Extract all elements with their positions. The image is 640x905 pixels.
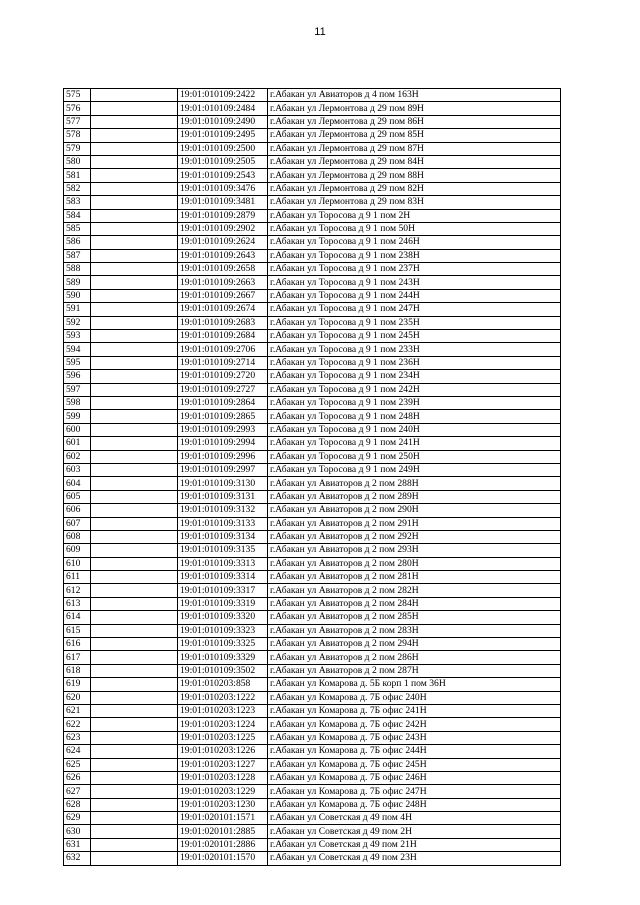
blank-cell (91, 289, 178, 302)
table-row (64, 504, 561, 517)
row-number-cell: 584 (64, 209, 91, 222)
blank-cell (91, 852, 178, 865)
cadastral-number-cell: 19:01:010109:3313 (178, 557, 268, 570)
cadastral-number-cell: 19:01:010109:3481 (178, 196, 268, 209)
table-row (64, 249, 561, 262)
table-row (64, 517, 561, 530)
address-cell: г.Абакан ул Лермонтова д 29 пом 85Н (268, 129, 561, 142)
row-number-cell: 631 (64, 838, 91, 851)
cadastral-number-cell: 19:01:010203:1224 (178, 718, 268, 731)
blank-cell (91, 544, 178, 557)
table-row (64, 544, 561, 557)
cadastral-number-cell: 19:01:010109:3317 (178, 584, 268, 597)
cadastral-number-cell: 19:01:010203:1230 (178, 798, 268, 811)
address-cell: г.Абакан ул Торосова д 9 1 пом 246Н (268, 236, 561, 249)
cadastral-number-cell: 19:01:010109:2714 (178, 356, 268, 369)
row-number-cell: 602 (64, 450, 91, 463)
address-cell: г.Абакан ул Авиаторов д 2 пом 292Н (268, 530, 561, 543)
row-number-cell: 612 (64, 584, 91, 597)
blank-cell (91, 196, 178, 209)
row-number-cell: 593 (64, 330, 91, 343)
cadastral-number-cell: 19:01:010109:2706 (178, 343, 268, 356)
address-cell: г.Абакан ул Авиаторов д 2 пом 290Н (268, 504, 561, 517)
table-row (64, 704, 561, 717)
row-number-cell: 591 (64, 303, 91, 316)
cadastral-number-cell: 19:01:010109:3314 (178, 571, 268, 584)
row-number-cell: 606 (64, 504, 91, 517)
row-number-cell: 623 (64, 731, 91, 744)
row-number-cell: 590 (64, 289, 91, 302)
blank-cell (91, 410, 178, 423)
row-number-cell: 628 (64, 798, 91, 811)
table-row (64, 477, 561, 490)
table-row (64, 718, 561, 731)
cadastral-number-cell: 19:01:010109:3134 (178, 530, 268, 543)
address-cell: г.Абакан ул Авиаторов д 2 пом 281Н (268, 571, 561, 584)
cadastral-number-cell: 19:01:010203:1223 (178, 704, 268, 717)
row-number-cell: 599 (64, 410, 91, 423)
cadastral-number-cell: 19:01:010109:2727 (178, 383, 268, 396)
row-number-cell: 575 (64, 89, 91, 102)
blank-cell (91, 490, 178, 503)
address-cell: г.Абакан ул Комарова д. 7Б офис 245Н (268, 758, 561, 771)
blank-cell (91, 477, 178, 490)
table-row (64, 785, 561, 798)
cadastral-number-cell: 19:01:010203:1227 (178, 758, 268, 771)
address-cell: г.Абакан ул Авиаторов д 2 пом 294Н (268, 638, 561, 651)
cadastral-number-cell: 19:01:010203:1228 (178, 771, 268, 784)
blank-cell (91, 638, 178, 651)
blank-cell (91, 691, 178, 704)
row-number-cell: 603 (64, 463, 91, 476)
cadastral-number-cell: 19:01:010109:2643 (178, 249, 268, 262)
cadastral-number-cell: 19:01:010109:3135 (178, 544, 268, 557)
address-cell: г.Абакан ул Торосова д 9 1 пом 234Н (268, 370, 561, 383)
blank-cell (91, 825, 178, 838)
table-row (64, 678, 561, 691)
row-number-cell: 614 (64, 611, 91, 624)
cadastral-number-cell: 19:01:010109:3325 (178, 638, 268, 651)
table-row (64, 490, 561, 503)
address-cell: г.Абакан ул Торосова д 9 1 пом 235Н (268, 316, 561, 329)
blank-cell (91, 129, 178, 142)
row-number-cell: 582 (64, 182, 91, 195)
row-number-cell: 618 (64, 664, 91, 677)
address-cell: г.Абакан ул Лермонтова д 29 пом 83Н (268, 196, 561, 209)
address-cell: г.Абакан ул Советская д 49 пом 2Н (268, 825, 561, 838)
row-number-cell: 585 (64, 222, 91, 235)
address-cell: г.Абакан ул Комарова д. 7Б офис 247Н (268, 785, 561, 798)
blank-cell (91, 624, 178, 637)
cadastral-number-cell: 19:01:010109:2994 (178, 437, 268, 450)
table-row (64, 115, 561, 128)
address-cell: г.Абакан ул Комарова д. 5Б корп 1 пом 36Н (268, 678, 561, 691)
row-number-cell: 600 (64, 423, 91, 436)
blank-cell (91, 504, 178, 517)
table-row (64, 638, 561, 651)
address-cell: г.Абакан ул Авиаторов д 2 пом 286Н (268, 651, 561, 664)
address-cell: г.Абакан ул Торосова д 9 1 пом 242Н (268, 383, 561, 396)
table-row (64, 423, 561, 436)
address-cell: г.Абакан ул Комарова д. 7Б офис 244Н (268, 745, 561, 758)
address-cell: г.Абакан ул Авиаторов д 2 пом 291Н (268, 517, 561, 530)
cadastral-number-cell: 19:01:010109:2684 (178, 330, 268, 343)
address-cell: г.Абакан ул Торосова д 9 1 пом 244Н (268, 289, 561, 302)
blank-cell (91, 718, 178, 731)
cadastral-number-cell: 19:01:010109:3130 (178, 477, 268, 490)
address-cell: г.Абакан ул Торосова д 9 1 пом 236Н (268, 356, 561, 369)
cadastral-number-cell: 19:01:010203:1222 (178, 691, 268, 704)
blank-cell (91, 343, 178, 356)
table-row (64, 410, 561, 423)
blank-cell (91, 785, 178, 798)
table-row (64, 745, 561, 758)
blank-cell (91, 303, 178, 316)
cadastral-number-cell: 19:01:010109:2422 (178, 89, 268, 102)
address-cell: г.Абакан ул Лермонтова д 29 пом 84Н (268, 155, 561, 168)
cadastral-number-cell: 19:01:010109:2902 (178, 222, 268, 235)
blank-cell (91, 758, 178, 771)
blank-cell (91, 584, 178, 597)
table-row (64, 356, 561, 369)
registry-table (63, 88, 561, 866)
table-row (64, 330, 561, 343)
address-cell: г.Абакан ул Авиаторов д 2 пом 282Н (268, 584, 561, 597)
table-row (64, 798, 561, 811)
address-cell: г.Абакан ул Торосова д 9 1 пом 245Н (268, 330, 561, 343)
address-cell: г.Абакан ул Авиаторов д 2 пом 293Н (268, 544, 561, 557)
address-cell: г.Абакан ул Лермонтова д 29 пом 87Н (268, 142, 561, 155)
cadastral-number-cell: 19:01:010109:2865 (178, 410, 268, 423)
cadastral-number-cell: 19:01:010109:2500 (178, 142, 268, 155)
cadastral-number-cell: 19:01:010109:2663 (178, 276, 268, 289)
row-number-cell: 620 (64, 691, 91, 704)
address-cell: г.Абакан ул Комарова д. 7Б офис 241Н (268, 704, 561, 717)
cadastral-number-cell: 19:01:010109:2996 (178, 450, 268, 463)
address-cell: г.Абакан ул Торосова д 9 1 пом 239Н (268, 396, 561, 409)
cadastral-number-cell: 19:01:010109:2495 (178, 129, 268, 142)
table-row (64, 651, 561, 664)
table-row (64, 236, 561, 249)
cadastral-number-cell: 19:01:010203:1225 (178, 731, 268, 744)
blank-cell (91, 330, 178, 343)
cadastral-number-cell: 19:01:020101:1571 (178, 812, 268, 825)
cadastral-number-cell: 19:01:010109:2543 (178, 169, 268, 182)
blank-cell (91, 745, 178, 758)
row-number-cell: 625 (64, 758, 91, 771)
table-row (64, 758, 561, 771)
table-row (64, 343, 561, 356)
row-number-cell: 619 (64, 678, 91, 691)
address-cell: г.Абакан ул Торосова д 9 1 пом 238Н (268, 249, 561, 262)
table-row (64, 731, 561, 744)
cadastral-number-cell: 19:01:010109:2674 (178, 303, 268, 316)
blank-cell (91, 115, 178, 128)
address-cell: г.Абакан ул Торосова д 9 1 пом 240Н (268, 423, 561, 436)
address-cell: г.Абакан ул Лермонтова д 29 пом 82Н (268, 182, 561, 195)
row-number-cell: 613 (64, 597, 91, 610)
row-number-cell: 583 (64, 196, 91, 209)
blank-cell (91, 263, 178, 276)
cadastral-number-cell: 19:01:010109:3320 (178, 611, 268, 624)
address-cell: г.Абакан ул Торосова д 9 1 пом 248Н (268, 410, 561, 423)
cadastral-number-cell: 19:01:010109:3329 (178, 651, 268, 664)
cadastral-number-cell: 19:01:010109:2864 (178, 396, 268, 409)
table-row (64, 838, 561, 851)
cadastral-number-cell: 19:01:010203:1226 (178, 745, 268, 758)
cadastral-number-cell: 19:01:010109:3319 (178, 597, 268, 610)
address-cell: г.Абакан ул Торосова д 9 1 пом 249Н (268, 463, 561, 476)
blank-cell (91, 517, 178, 530)
cadastral-number-cell: 19:01:010203:858 (178, 678, 268, 691)
table-row (64, 852, 561, 865)
row-number-cell: 605 (64, 490, 91, 503)
address-cell: г.Абакан ул Авиаторов д 2 пом 287Н (268, 664, 561, 677)
table-row (64, 611, 561, 624)
table-row (64, 169, 561, 182)
table-row (64, 812, 561, 825)
table-row (64, 129, 561, 142)
blank-cell (91, 396, 178, 409)
table-row (64, 370, 561, 383)
cadastral-number-cell: 19:01:020101:2885 (178, 825, 268, 838)
row-number-cell: 609 (64, 544, 91, 557)
table-row (64, 624, 561, 637)
table-row (64, 316, 561, 329)
blank-cell (91, 276, 178, 289)
blank-cell (91, 611, 178, 624)
table-row (64, 463, 561, 476)
row-number-cell: 608 (64, 530, 91, 543)
address-cell: г.Абакан ул Комарова д. 7Б офис 240Н (268, 691, 561, 704)
cadastral-number-cell: 19:01:010109:2624 (178, 236, 268, 249)
row-number-cell: 611 (64, 571, 91, 584)
row-number-cell: 616 (64, 638, 91, 651)
row-number-cell: 630 (64, 825, 91, 838)
table-row (64, 584, 561, 597)
blank-cell (91, 383, 178, 396)
row-number-cell: 632 (64, 852, 91, 865)
table-row (64, 383, 561, 396)
table-row (64, 571, 561, 584)
cadastral-number-cell: 19:01:010109:2720 (178, 370, 268, 383)
table-row (64, 664, 561, 677)
blank-cell (91, 423, 178, 436)
cadastral-number-cell: 19:01:010109:2667 (178, 289, 268, 302)
table-row (64, 771, 561, 784)
row-number-cell: 624 (64, 745, 91, 758)
cadastral-number-cell: 19:01:010203:1229 (178, 785, 268, 798)
blank-cell (91, 249, 178, 262)
address-cell: г.Абакан ул Советская д 49 пом 4Н (268, 812, 561, 825)
page-number: 11 (314, 26, 326, 38)
row-number-cell: 581 (64, 169, 91, 182)
address-cell: г.Абакан ул Комарова д. 7Б офис 248Н (268, 798, 561, 811)
address-cell: г.Абакан ул Советская д 49 пом 21Н (268, 838, 561, 851)
blank-cell (91, 209, 178, 222)
row-number-cell: 586 (64, 236, 91, 249)
row-number-cell: 592 (64, 316, 91, 329)
address-cell: г.Абакан ул Лермонтова д 29 пом 89Н (268, 102, 561, 115)
cadastral-number-cell: 19:01:010109:2683 (178, 316, 268, 329)
row-number-cell: 615 (64, 624, 91, 637)
row-number-cell: 622 (64, 718, 91, 731)
blank-cell (91, 370, 178, 383)
blank-cell (91, 798, 178, 811)
address-cell: г.Абакан ул Советская д 49 пом 23Н (268, 852, 561, 865)
table-row (64, 557, 561, 570)
cadastral-number-cell: 19:01:010109:2484 (178, 102, 268, 115)
cadastral-number-cell: 19:01:010109:2997 (178, 463, 268, 476)
row-number-cell: 626 (64, 771, 91, 784)
cadastral-number-cell: 19:01:010109:3132 (178, 504, 268, 517)
table-row (64, 276, 561, 289)
table-row (64, 182, 561, 195)
row-number-cell: 598 (64, 396, 91, 409)
blank-cell (91, 89, 178, 102)
cadastral-number-cell: 19:01:010109:2879 (178, 209, 268, 222)
blank-cell (91, 812, 178, 825)
address-cell: г.Абакан ул Авиаторов д 4 пом 163Н (268, 89, 561, 102)
table-row (64, 450, 561, 463)
blank-cell (91, 664, 178, 677)
row-number-cell: 579 (64, 142, 91, 155)
address-cell: г.Абакан ул Торосова д 9 1 пом 247Н (268, 303, 561, 316)
address-cell: г.Абакан ул Торосова д 9 1 пом 50Н (268, 222, 561, 235)
cadastral-number-cell: 19:01:010109:3502 (178, 664, 268, 677)
address-cell: г.Абакан ул Авиаторов д 2 пом 284Н (268, 597, 561, 610)
address-cell: г.Абакан ул Торосова д 9 1 пом 243Н (268, 276, 561, 289)
table-row (64, 196, 561, 209)
row-number-cell: 576 (64, 102, 91, 115)
blank-cell (91, 222, 178, 235)
address-cell: г.Абакан ул Торосова д 9 1 пом 2Н (268, 209, 561, 222)
blank-cell (91, 450, 178, 463)
cadastral-number-cell: 19:01:010109:3323 (178, 624, 268, 637)
blank-cell (91, 182, 178, 195)
address-cell: г.Абакан ул Комарова д. 7Б офис 243Н (268, 731, 561, 744)
table-row (64, 530, 561, 543)
address-cell: г.Абакан ул Авиаторов д 2 пом 283Н (268, 624, 561, 637)
blank-cell (91, 142, 178, 155)
row-number-cell: 595 (64, 356, 91, 369)
blank-cell (91, 437, 178, 450)
blank-cell (91, 678, 178, 691)
blank-cell (91, 356, 178, 369)
blank-cell (91, 530, 178, 543)
cadastral-number-cell: 19:01:010109:2993 (178, 423, 268, 436)
blank-cell (91, 571, 178, 584)
address-cell: г.Абакан ул Комарова д. 7Б офис 242Н (268, 718, 561, 731)
table-row (64, 289, 561, 302)
row-number-cell: 587 (64, 249, 91, 262)
address-cell: г.Абакан ул Торосова д 9 1 пом 233Н (268, 343, 561, 356)
blank-cell (91, 704, 178, 717)
row-number-cell: 578 (64, 129, 91, 142)
cadastral-number-cell: 19:01:020101:2886 (178, 838, 268, 851)
row-number-cell: 627 (64, 785, 91, 798)
row-number-cell: 617 (64, 651, 91, 664)
blank-cell (91, 838, 178, 851)
blank-cell (91, 557, 178, 570)
row-number-cell: 588 (64, 263, 91, 276)
address-cell: г.Абакан ул Торосова д 9 1 пом 237Н (268, 263, 561, 276)
row-number-cell: 607 (64, 517, 91, 530)
row-number-cell: 596 (64, 370, 91, 383)
address-cell: г.Абакан ул Авиаторов д 2 пом 289Н (268, 490, 561, 503)
table-row (64, 89, 561, 102)
table-row (64, 437, 561, 450)
cadastral-number-cell: 19:01:010109:3476 (178, 182, 268, 195)
blank-cell (91, 155, 178, 168)
cadastral-number-cell: 19:01:010109:2505 (178, 155, 268, 168)
row-number-cell: 604 (64, 477, 91, 490)
table-row (64, 263, 561, 276)
table-row (64, 597, 561, 610)
row-number-cell: 594 (64, 343, 91, 356)
row-number-cell: 629 (64, 812, 91, 825)
table-row (64, 691, 561, 704)
table-row (64, 209, 561, 222)
blank-cell (91, 169, 178, 182)
address-cell: г.Абакан ул Авиаторов д 2 пом 285Н (268, 611, 561, 624)
cadastral-number-cell: 19:01:010109:3131 (178, 490, 268, 503)
blank-cell (91, 316, 178, 329)
address-cell: г.Абакан ул Комарова д. 7Б офис 246Н (268, 771, 561, 784)
row-number-cell: 601 (64, 437, 91, 450)
address-cell: г.Абакан ул Авиаторов д 2 пом 288Н (268, 477, 561, 490)
registry-table-body (64, 89, 561, 866)
address-cell: г.Абакан ул Лермонтова д 29 пом 88Н (268, 169, 561, 182)
address-cell: г.Абакан ул Лермонтова д 29 пом 86Н (268, 115, 561, 128)
blank-cell (91, 771, 178, 784)
blank-cell (91, 597, 178, 610)
row-number-cell: 597 (64, 383, 91, 396)
table-row (64, 102, 561, 115)
table-row (64, 142, 561, 155)
cadastral-number-cell: 19:01:010109:3133 (178, 517, 268, 530)
cadastral-number-cell: 19:01:010109:2658 (178, 263, 268, 276)
table-row (64, 825, 561, 838)
table-row (64, 303, 561, 316)
row-number-cell: 580 (64, 155, 91, 168)
blank-cell (91, 236, 178, 249)
row-number-cell: 577 (64, 115, 91, 128)
cadastral-number-cell: 19:01:020101:1570 (178, 852, 268, 865)
table-row (64, 155, 561, 168)
row-number-cell: 589 (64, 276, 91, 289)
table-row (64, 222, 561, 235)
address-cell: г.Абакан ул Авиаторов д 2 пом 280Н (268, 557, 561, 570)
table-row (64, 396, 561, 409)
cadastral-number-cell: 19:01:010109:2490 (178, 115, 268, 128)
row-number-cell: 610 (64, 557, 91, 570)
row-number-cell: 621 (64, 704, 91, 717)
blank-cell (91, 651, 178, 664)
address-cell: г.Абакан ул Торосова д 9 1 пом 241Н (268, 437, 561, 450)
blank-cell (91, 102, 178, 115)
blank-cell (91, 463, 178, 476)
blank-cell (91, 731, 178, 744)
address-cell: г.Абакан ул Торосова д 9 1 пом 250Н (268, 450, 561, 463)
